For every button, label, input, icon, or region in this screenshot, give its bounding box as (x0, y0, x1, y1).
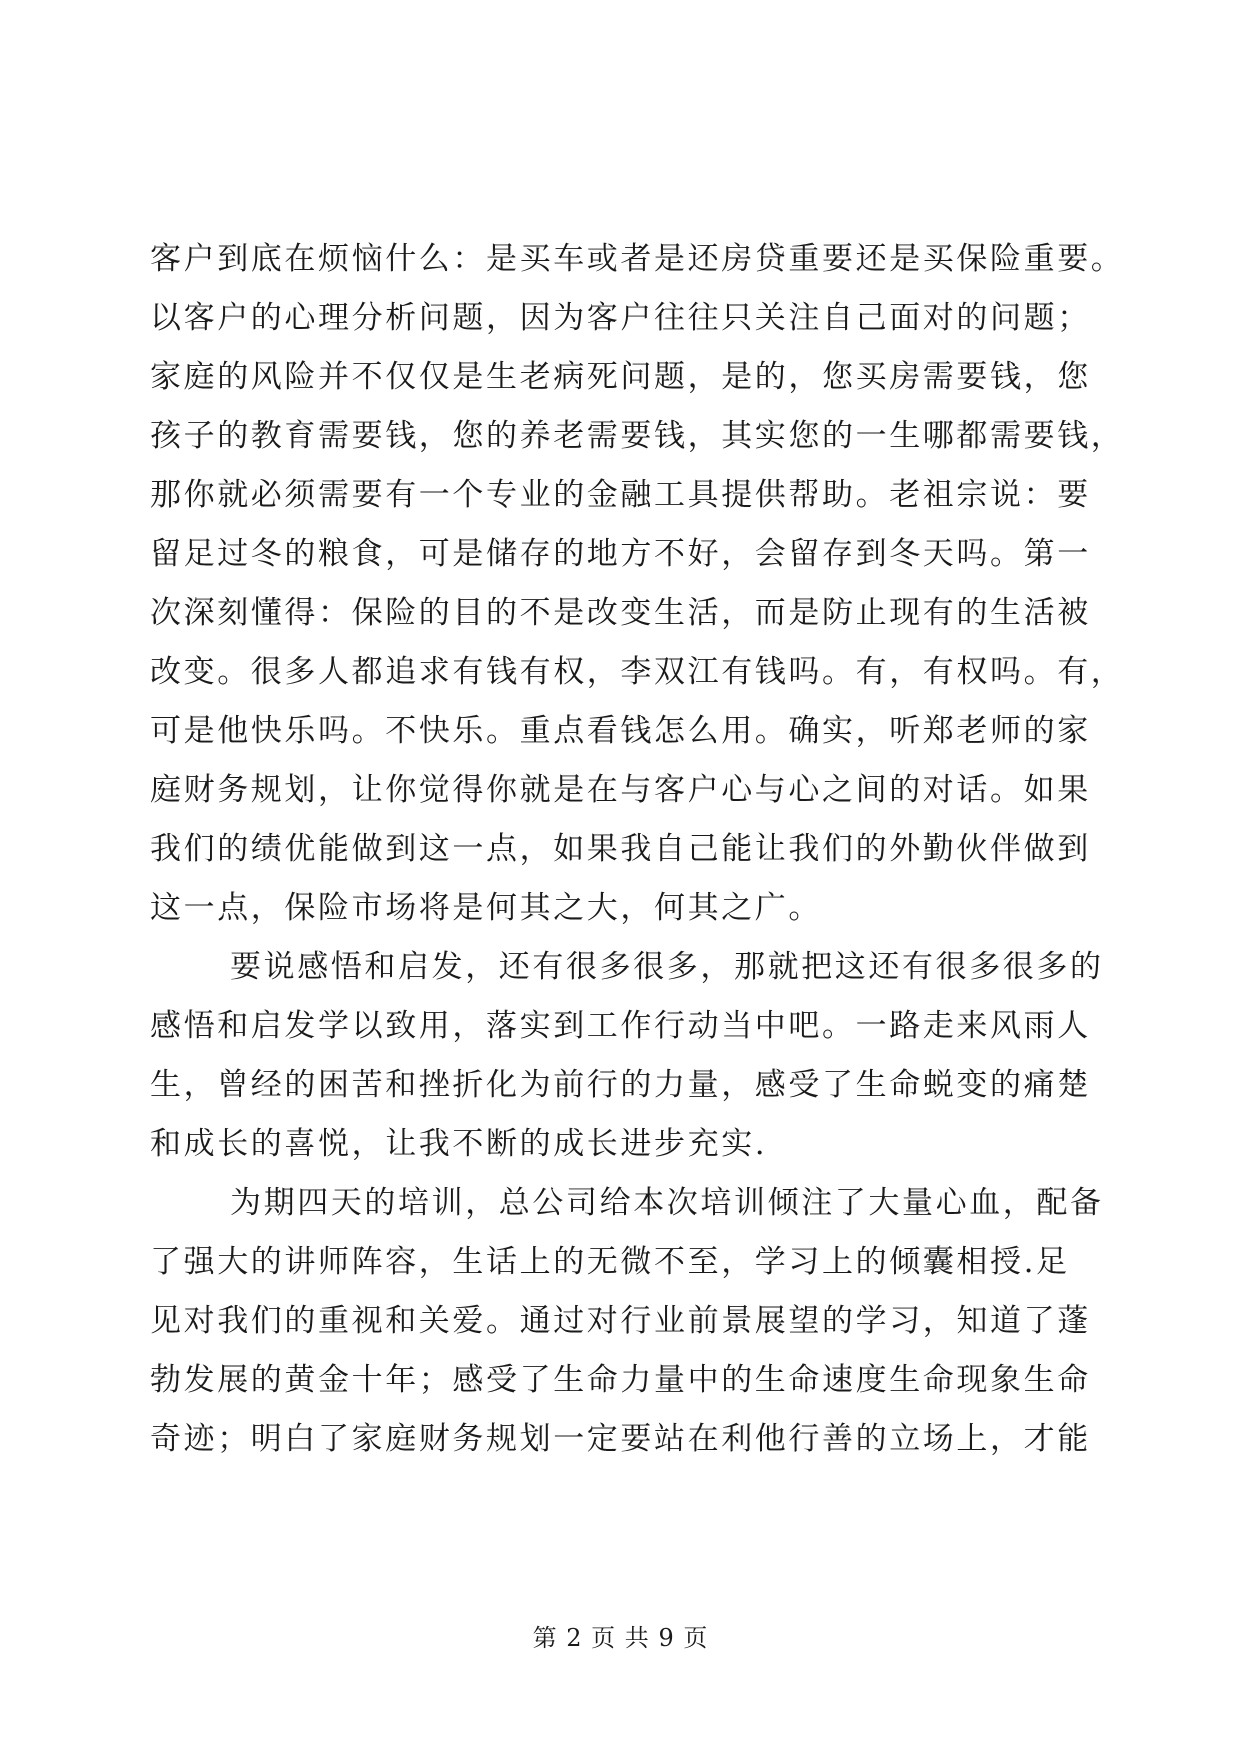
text-line: 要说感悟和启发，还有很多很多，那就把这还有很多很多的 (230, 949, 1104, 985)
text-line: 次深刻懂得：保险的目的不是改变生活，而是防止现有的生活被 (150, 595, 1091, 631)
text-line: 改变。很多人都追求有钱有权，李双江有钱吗。有，有权吗。有， (150, 654, 1125, 690)
text-line: 这一点，保险市场将是何其之大，何其之广。 (150, 890, 822, 926)
page-footer: 第 2 页 共 9 页 (532, 1624, 709, 1652)
text-line: 奇迹；明白了家庭财务规划一定要站在利他行善的立场上，才能 (150, 1421, 1091, 1457)
text-line: 了强大的讲师阵容，生话上的无微不至，学习上的倾囊相授.足 (150, 1244, 1070, 1280)
text-line: 见对我们的重视和关爱。通过对行业前景展望的学习，知道了蓬 (150, 1303, 1091, 1339)
text-line: 庭财务规划，让你觉得你就是在与客户心与心之间的对话。如果 (150, 772, 1091, 808)
text-line: 勃发展的黄金十年；感受了生命力量中的生命速度生命现象生命 (150, 1362, 1091, 1398)
text-line: 和成长的喜悦，让我不断的成长进步充实. (150, 1126, 768, 1162)
text-line: 我们的绩优能做到这一点，如果我自己能让我们的外勤伙伴做到 (150, 831, 1091, 867)
text-line: 感悟和启发学以致用，落实到工作行动当中吧。一路走来风雨人 (150, 1008, 1091, 1044)
text-line: 生，曾经的困苦和挫折化为前行的力量，感受了生命蜕变的痛楚 (150, 1067, 1091, 1103)
text-line: 为期四天的培训，总公司给本次培训倾注了大量心血，配备 (230, 1185, 1104, 1221)
text-line: 家庭的风险并不仅仅是生老病死问题，是的，您买房需要钱，您 (150, 359, 1091, 395)
text-line: 留足过冬的粮食，可是储存的地方不好，会留存到冬天吗。第一 (150, 536, 1091, 572)
text-line: 那你就必须需要有一个专业的金融工具提供帮助。老祖宗说：要 (150, 477, 1091, 513)
body-text (150, 230, 1125, 1469)
text-line: 孩子的教育需要钱，您的养老需要钱，其实您的一生哪都需要钱， (150, 418, 1125, 454)
text-line: 以客户的心理分析问题，因为客户往往只关注自己面对的问题； (150, 300, 1091, 336)
text-line: 客户到底在烦恼什么：是买车或者是还房贷重要还是买保险重要。 (150, 241, 1125, 277)
text-line: 可是他快乐吗。不快乐。重点看钱怎么用。确实，听郑老师的家 (150, 713, 1091, 749)
